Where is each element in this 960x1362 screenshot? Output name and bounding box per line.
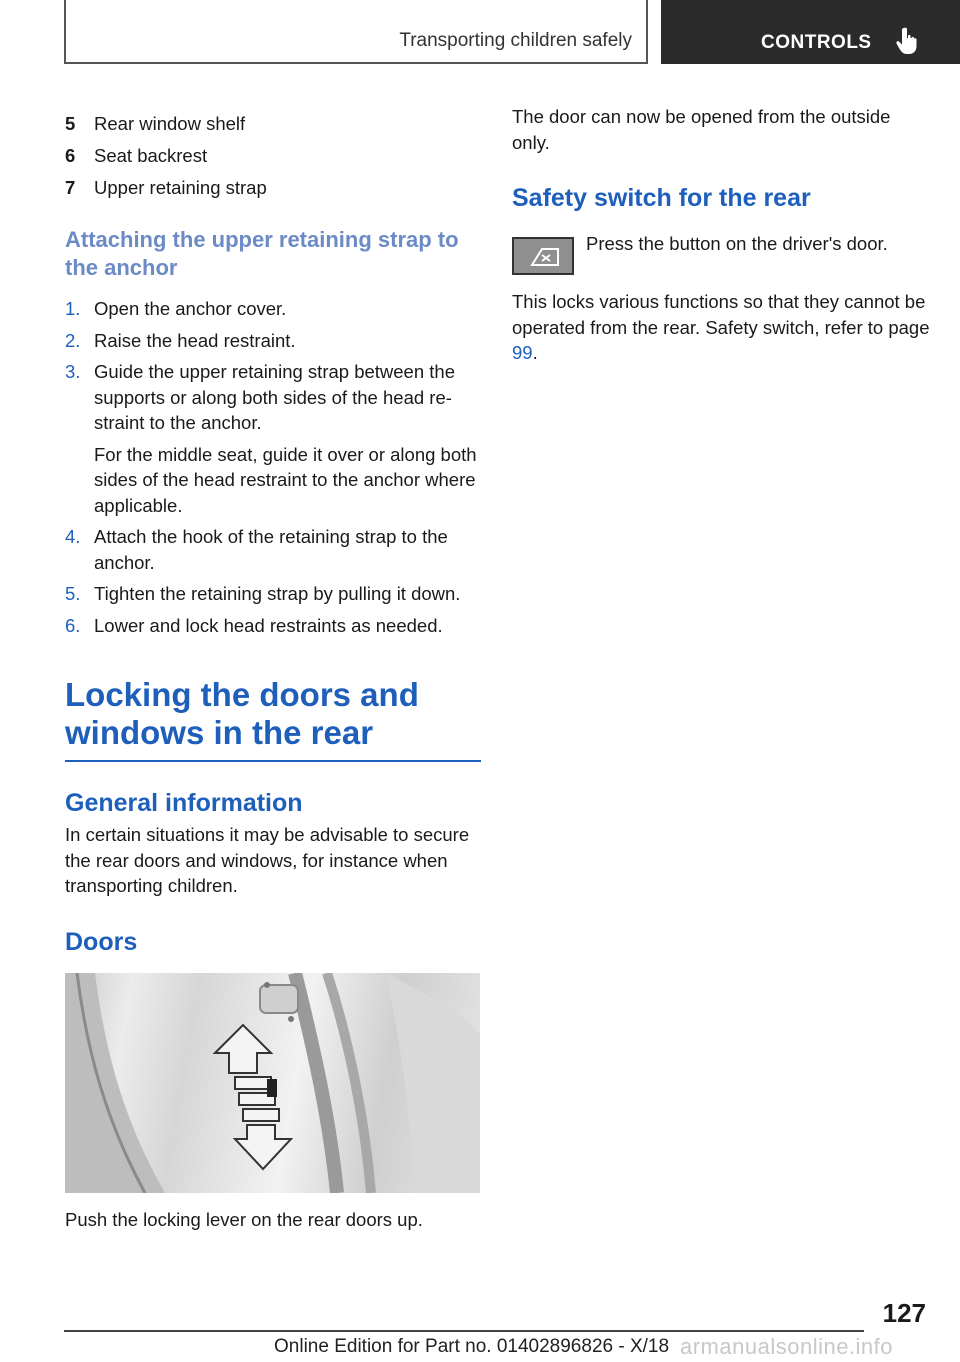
door-lock-lever-figure <box>65 973 480 1193</box>
step-item <box>65 581 481 607</box>
legend-item <box>65 172 481 204</box>
step-text: Open the anchor cover. <box>94 298 287 319</box>
attach-steps-list <box>65 296 481 638</box>
header-section-title: Transporting children safely <box>399 30 632 51</box>
step-number: 4. <box>65 526 81 547</box>
legend-text: Seat backrest <box>94 145 208 166</box>
sentence-end: . <box>532 342 538 363</box>
hand-pointer-icon <box>895 26 921 56</box>
safety-switch-heading: Safety switch for the rear <box>512 184 811 212</box>
step-number: 3. <box>65 361 81 382</box>
watermark-text: armanualsonline.info <box>680 1334 894 1359</box>
safety-switch-text: This locks various functions so that they cannot be operated from the rear. Safety switch, refer to page <box>512 291 930 338</box>
header-tab-label: CONTROLS <box>761 32 872 53</box>
door-lock-illustration <box>65 973 480 1193</box>
left-column <box>65 108 481 1232</box>
step-item <box>65 359 481 518</box>
safety-switch-row <box>512 235 932 275</box>
legend-text: Rear window shelf <box>94 113 246 134</box>
header-section-box <box>64 0 648 64</box>
legend-item <box>65 140 481 172</box>
page-number: 127 <box>882 1298 926 1328</box>
door-opened-text: The door can now be opened from the outside only. <box>512 106 891 153</box>
footer-edition-text: Online Edition for Part no. 01402896826 - X/18 <box>274 1336 670 1357</box>
step-item <box>65 296 481 322</box>
figure-caption: Push the locking lever on the rear doors up. <box>65 1208 423 1230</box>
step-number: 1. <box>65 298 81 319</box>
legend-item <box>65 108 481 140</box>
safety-switch-description <box>512 289 932 366</box>
legend-text: Upper retaining strap <box>94 177 267 198</box>
footer-divider <box>64 1330 864 1332</box>
step-text: Attach the hook of the retaining strap to the anchor. <box>94 526 448 573</box>
page-reference-link[interactable]: 99 <box>512 342 533 363</box>
step-number: 5. <box>65 583 81 604</box>
step-item <box>65 524 481 575</box>
step-number: 6. <box>65 614 81 636</box>
header-controls-tab[interactable] <box>661 0 960 64</box>
legend-number: 6 <box>65 145 76 166</box>
step-number: 2. <box>65 329 81 351</box>
step-item <box>65 328 481 354</box>
general-info-text: In certain situations it may be advisable to secure the rear doors and windows, for instance when transporting children. <box>65 824 470 896</box>
legend-list <box>65 108 481 204</box>
step-subtext: For the middle seat, guide it over or along both sides of the head restraint to the anchor where applicable. <box>94 443 477 516</box>
legend-number: 5 <box>65 113 76 134</box>
locking-section-title: Locking the doors and windows in the rear <box>65 676 481 762</box>
general-info-heading: General information <box>65 789 303 817</box>
doors-heading: Doors <box>65 927 138 956</box>
switch-instruction: Press the button on the driver's door. <box>586 233 888 254</box>
step-text: Tighten the retaining strap by pulling it down. <box>94 583 461 604</box>
window-lock-switch-icon <box>512 237 574 275</box>
right-column <box>512 104 932 366</box>
step-body <box>94 359 481 518</box>
step-text: Lower and lock head restraints as needed. <box>94 614 443 636</box>
legend-number: 7 <box>65 177 76 198</box>
step-text: Guide the upper retaining strap between the supports or along both sides of the head re-straint to the anchor. <box>94 361 455 433</box>
step-item <box>65 613 481 639</box>
step-text: Raise the head restraint. <box>94 329 296 351</box>
attach-strap-heading: Attaching the upper retaining strap to the anchor <box>65 227 459 280</box>
